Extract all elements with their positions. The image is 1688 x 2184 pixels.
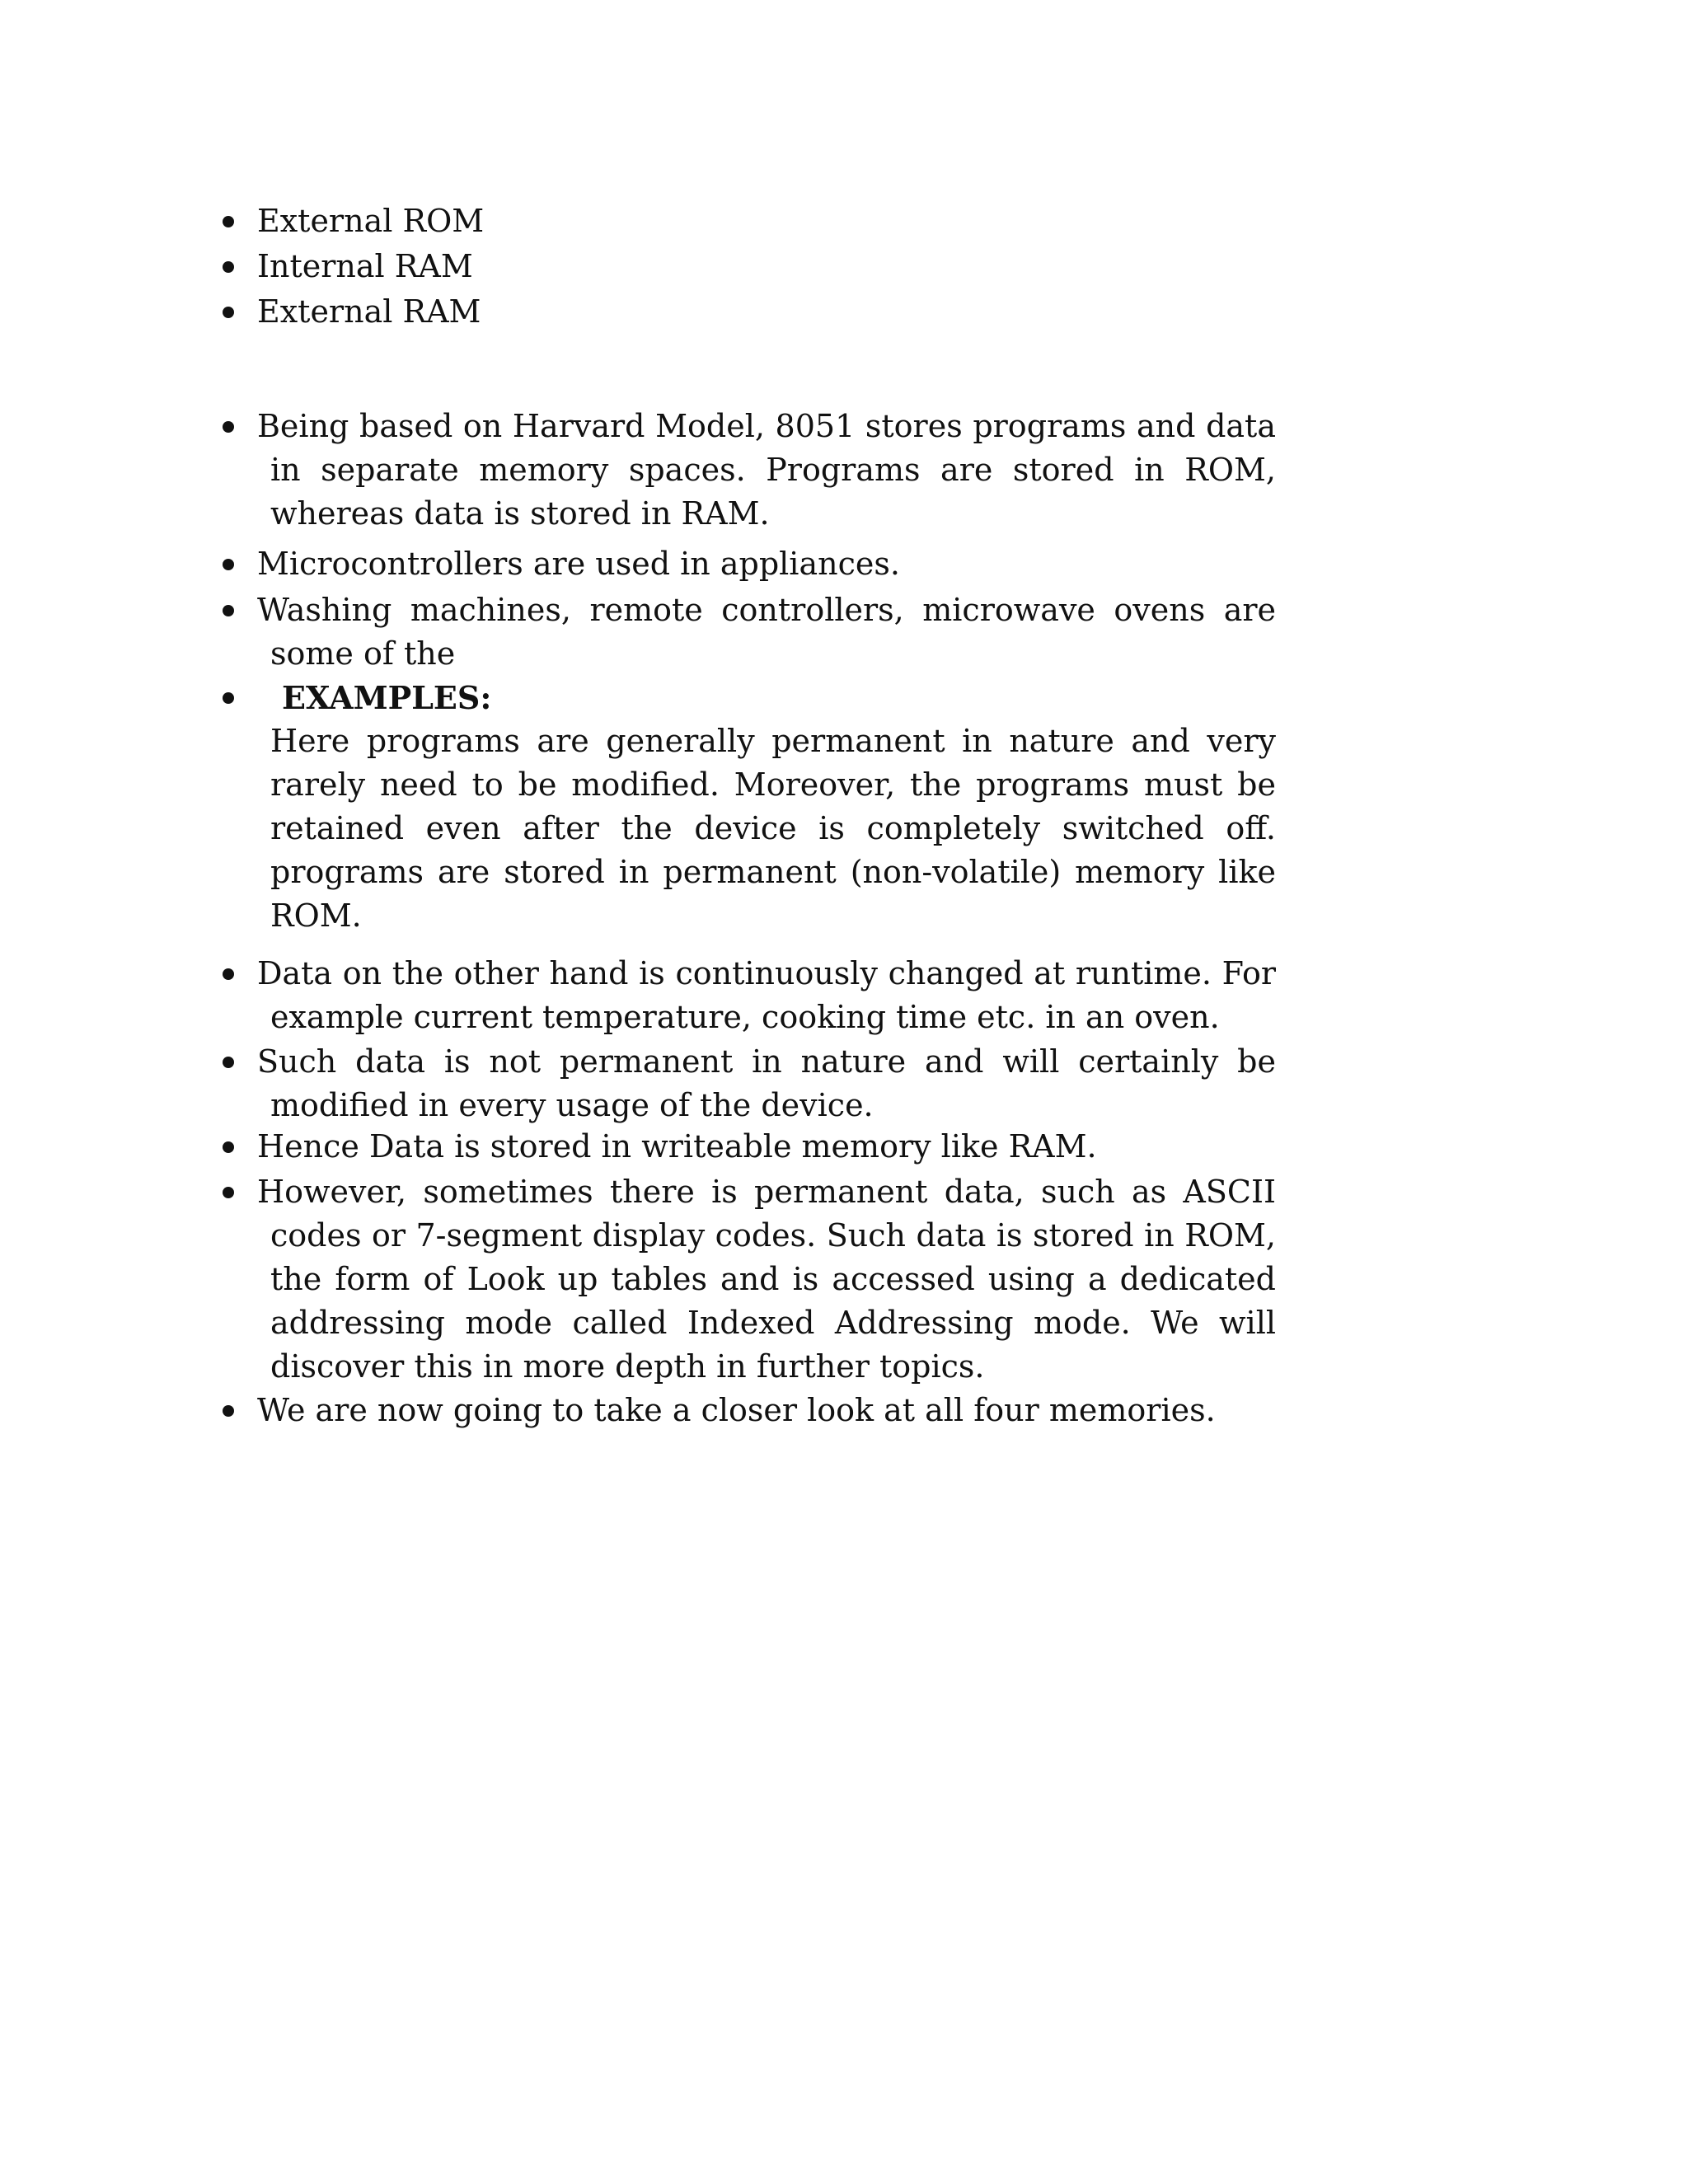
bullet-marker xyxy=(223,1405,234,1417)
paragraph-line: However, sometimes there is permanent data, such as ASCII xyxy=(257,1174,1276,1210)
bullet-marker xyxy=(223,307,234,318)
list-item xyxy=(257,1040,1276,1127)
paragraph-line: ROM. xyxy=(270,898,362,934)
paragraph-line: whereas data is stored in RAM. xyxy=(270,495,770,532)
list-item-text: External ROM xyxy=(257,203,485,239)
bullet-marker xyxy=(223,605,234,616)
list-item xyxy=(257,952,1276,1039)
paragraph-line: Washing machines, remote controllers, microwave ovens are xyxy=(257,592,1276,628)
paragraph-line: rarely need to be modified. Moreover, the programs must be xyxy=(270,766,1276,803)
bullet-marker xyxy=(223,692,234,704)
paragraph-line: in separate memory spaces. Programs are stored in ROM, xyxy=(270,452,1276,488)
bullet-marker xyxy=(223,261,234,273)
paragraph-line: codes or 7-segment display codes. Such data is stored in ROM, xyxy=(270,1217,1276,1254)
examples-paragraph xyxy=(270,719,1276,938)
bullet-marker xyxy=(223,216,234,227)
bullet-marker xyxy=(223,559,234,570)
examples-heading: EXAMPLES: xyxy=(282,679,492,716)
list-item xyxy=(257,676,1276,719)
paragraph-line: modified in every usage of the device. xyxy=(270,1087,874,1123)
paragraph-line: Hence Data is stored in writeable memory like RAM. xyxy=(257,1128,1097,1165)
list-item xyxy=(257,1389,1276,1432)
bullet-marker xyxy=(223,1057,234,1068)
paragraph-line: addressing mode called Indexed Addressing mode. We will xyxy=(270,1305,1276,1341)
paragraph-line: some of the xyxy=(270,635,456,672)
list-item xyxy=(257,199,1276,243)
list-item-text: External RAM xyxy=(257,293,481,330)
list-item xyxy=(257,290,1276,334)
paragraph-line: retained even after the device is completely switched off. xyxy=(270,810,1276,846)
list-item xyxy=(257,1125,1276,1169)
list-item xyxy=(257,245,1276,288)
paragraph-line: Such data is not permanent in nature and will certainly be xyxy=(257,1043,1276,1080)
bullet-marker xyxy=(223,1141,234,1153)
paragraph-line: We are now going to take a closer look at all four memories. xyxy=(257,1392,1216,1428)
list-item xyxy=(257,542,1276,586)
list-item xyxy=(257,588,1276,676)
bullet-marker xyxy=(223,1187,234,1198)
list-item-text: Internal RAM xyxy=(257,248,473,284)
paragraph-line: the form of Look up tables and is accessed using a dedicated xyxy=(270,1261,1276,1297)
paragraph-line: example current temperature, cooking time etc. in an oven. xyxy=(270,999,1220,1035)
bullet-marker xyxy=(223,421,234,433)
paragraph-line: programs are stored in permanent (non-volatile) memory like xyxy=(270,854,1276,890)
paragraph-line: Microcontrollers are used in appliances. xyxy=(257,546,900,582)
bullet-marker xyxy=(223,968,234,980)
paragraph-line: discover this in more depth in further topics. xyxy=(270,1348,985,1385)
list-item xyxy=(257,1170,1276,1389)
paragraph-line: Here programs are generally permanent in nature and very xyxy=(270,723,1276,759)
list-item xyxy=(257,405,1276,536)
paragraph-line: Being based on Harvard Model, 8051 stores programs and data xyxy=(257,408,1276,444)
paragraph-line: Data on the other hand is continuously changed at runtime. For xyxy=(257,955,1276,991)
